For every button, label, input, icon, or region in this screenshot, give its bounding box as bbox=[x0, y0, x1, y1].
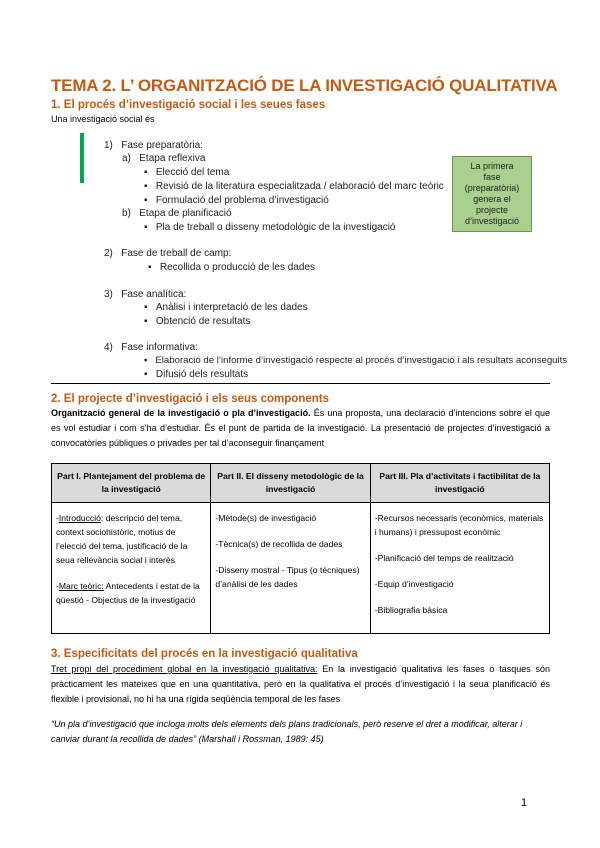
project-components-table bbox=[51, 463, 550, 634]
divider bbox=[51, 383, 550, 384]
first-phase-note-box: La primera fase (preparatòria) genera el projecte d’investigació bbox=[452, 156, 532, 232]
table-header-part3: Part III. Pla d’activitats i factibilitat de la investigació bbox=[370, 464, 549, 503]
section2-heading: 2. El projecte d’investigació i els seus components bbox=[51, 393, 330, 405]
phase-3: 3) Fase analítica: bbox=[104, 289, 187, 300]
section3-heading: 3. Especificitats del procés en la investigació qualitativa bbox=[51, 648, 358, 660]
table-header-row bbox=[52, 464, 550, 503]
table-cell-part1: -Introducció: descripció del tema, context sociohistòric, motius de l’elecció del tema, justificació de la seua rellevància social i interès -Marc teòric: Antecedents i estat de la qüestió - Objectius de la investigació bbox=[52, 503, 211, 634]
section1-intro: Una investigació social és bbox=[51, 114, 155, 124]
section3-paragraph: Tret propi del procediment global en la investigació qualitativa: En la investigació qualitativa les fases o tasques són pràcticament les mateixes que en una quantitativa, però en la qualitativa el procés d’investigació i la seua planificació és flexible i provisional, no hi ha una rígida seqüència temporal de les fases bbox=[51, 664, 551, 704]
list-item: ▪ Revisió de la literatura especialitzada / elaboració del marc teòric bbox=[144, 181, 444, 192]
list-item: ▪ Difusió dels resultats bbox=[144, 369, 249, 380]
section2-paragraph: Organització general de la investigació o pla d’investigació. És una proposta, una declaració d’intencions sobre el que es vol estudiar i com s’ha d’estudiar. És el punt de partida de la investigació. La presentació de projectes d’investigació a convocatòries públiques o privades per tal d’aconseguir finançament bbox=[51, 408, 551, 448]
table-header-part1: Part I. Plantejament del problema de la investigació bbox=[52, 464, 211, 503]
list-item: ▪ Recollida o producció de les dades bbox=[148, 262, 315, 273]
phase-1b: b) Etapa de planificació bbox=[122, 208, 232, 219]
phase-1: 1) Fase preparatòria: bbox=[104, 140, 203, 151]
list-item: ▪ Obtenció de resultats bbox=[144, 316, 251, 327]
table-header-part2: Part II. El disseny metodològic de la investigació bbox=[211, 464, 370, 503]
list-item: ▪ Pla de treball o disseny metodològic de la investigació bbox=[144, 222, 396, 233]
table-cell-part2: -Mètode(s) de investigació -Tècnica(s) de recollida de dades -Disseny mostral - Tipus (o tècniques) d’anàlisi de les dades bbox=[211, 503, 370, 634]
phase-2: 2) Fase de treball de camp: bbox=[104, 248, 232, 259]
section1-heading: 1. El procés d’investigació social i les seues fases bbox=[51, 99, 326, 111]
phase-4: 4) Fase informativa: bbox=[104, 342, 198, 353]
list-item: ▪ Formulació del problema d’investigació bbox=[144, 195, 329, 206]
list-item: ▪ Elecció del tema bbox=[144, 167, 230, 178]
quote-block: “Un pla d’investigació que incloga molts dels elements dels plans tradicionals, però reserve el dret a modificar, alterar i canviar durant la recollida de dades” (Marshall i Rossman, 1989: 45) bbox=[51, 719, 523, 744]
page-title: TEMA 2. L’ ORGANITZACIÓ DE LA INVESTIGACIÓ QUALITATIVA bbox=[51, 76, 558, 95]
table-cell-part3: -Recursos necessaris (econòmics, materials i humans) i pressupost econòmic -Planificació del temps de realització -Equip d’investigació -Bibliografia bàsica bbox=[370, 503, 549, 634]
phase-1a: a) Etapa reflexiva bbox=[122, 153, 206, 164]
list-item: ▪ Elaboració de l’informe d’investigació respecte al procés d’investigació i als resultats aconseguits bbox=[144, 355, 568, 366]
table-row bbox=[52, 503, 550, 634]
page-number: 1 bbox=[521, 797, 528, 809]
list-item: ▪ Anàlisi i interpretació de les dades bbox=[144, 302, 308, 313]
